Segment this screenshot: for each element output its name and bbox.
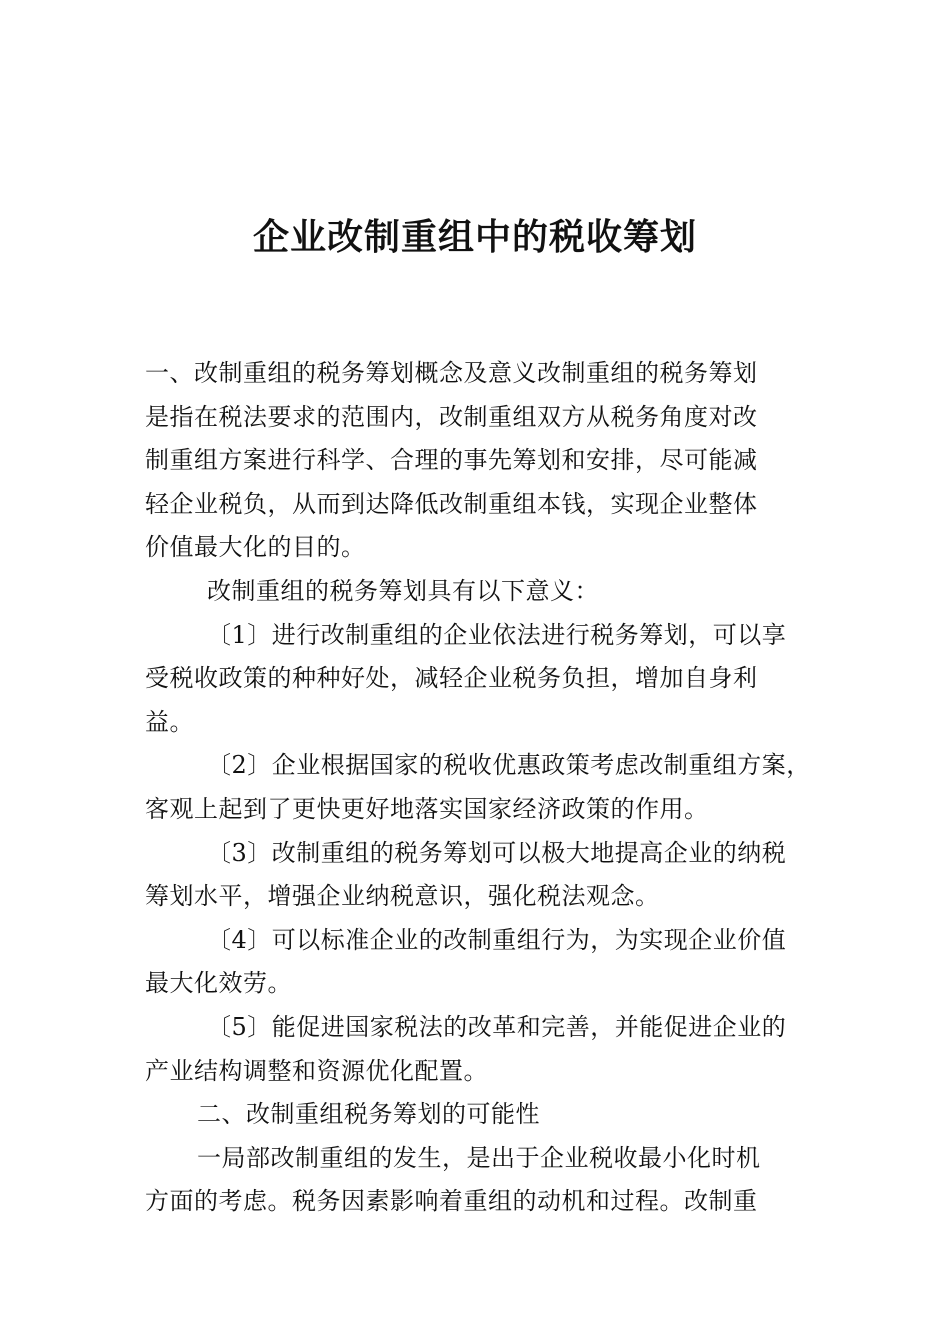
body-line: 〔2〕企业根据国家的税收优惠政策考虑改制重组方案， (207, 751, 811, 780)
body-line: 筹划水平，增强企业纳税意识，强化税法观念。 (145, 882, 660, 911)
section-heading: 二、改制重组税务筹划的可能性 (197, 1100, 540, 1129)
body-line: 〔4〕可以标准企业的改制重组行为，为实现企业价值 (207, 925, 787, 954)
body-line: 制重组方案进行科学、合理的事先筹划和安排，尽可能减 (145, 446, 758, 475)
body-line: 价值最大化的目的。 (145, 533, 366, 562)
body-line: 〔3〕改制重组的税务筹划可以极大地提高企业的纳税 (207, 838, 787, 867)
body-line: 益。 (145, 707, 194, 736)
body-line: 〔5〕能促进国家税法的改革和完善，并能促进企业的 (207, 1012, 787, 1041)
body-line: 改制重组的税务筹划具有以下意义： (207, 576, 599, 605)
body-line: 一、改制重组的税务筹划概念及意义改制重组的税务筹划 (145, 359, 758, 387)
body-line: 产业结构调整和资源优化配置。 (145, 1056, 488, 1085)
body-line: 是指在税法要求的范围内，改制重组双方从税务角度对改 (145, 402, 758, 431)
document-title: 企业改制重组中的税收筹划 (252, 217, 697, 258)
body-line: 最大化效劳。 (145, 969, 292, 998)
body-line: 客观上起到了更快更好地落实国家经济政策的作用。 (145, 794, 709, 823)
body-line: 轻企业税负，从而到达降低改制重组本钱，实现企业整体 (145, 489, 758, 518)
document-body (145, 352, 810, 1224)
body-line: 一局部改制重组的发生，是出于企业税收最小化时机 (197, 1143, 761, 1172)
body-line: 〔1〕进行改制重组的企业依法进行税务筹划，可以享 (207, 620, 787, 649)
body-line: 方面的考虑。税务因素影响着重组的动机和过程。改制重 (145, 1187, 758, 1216)
body-line: 受税收政策的种种好处，减轻企业税务负担，增加自身利 (145, 664, 758, 693)
